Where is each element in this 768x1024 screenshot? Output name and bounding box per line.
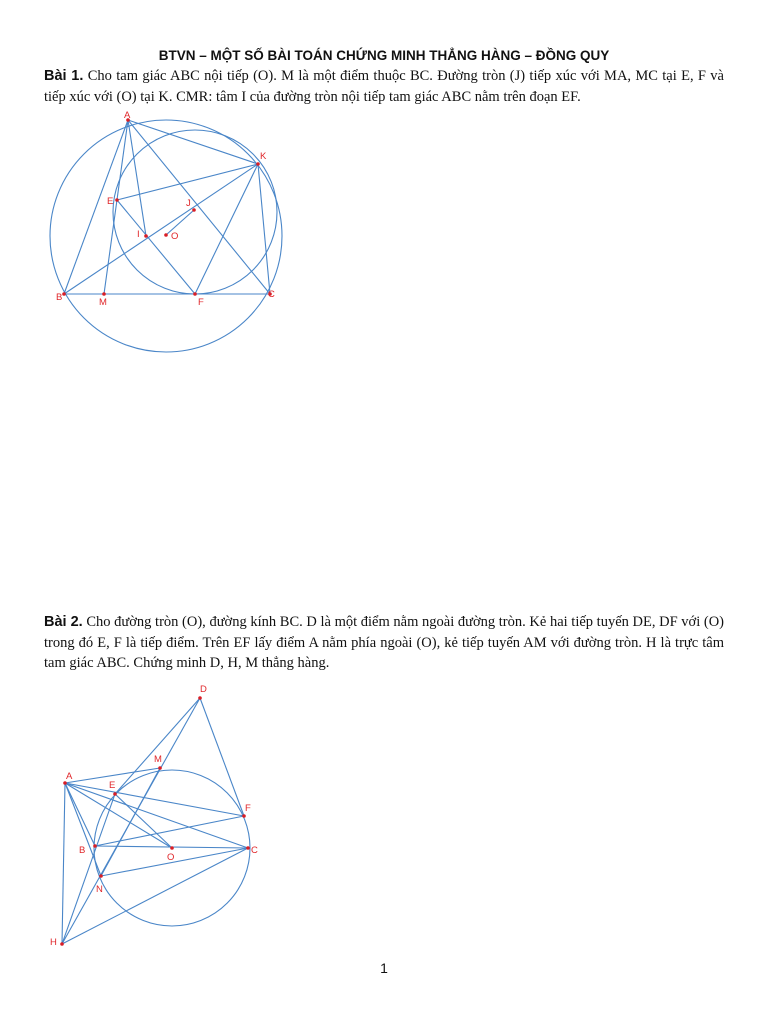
label-e-2: E (109, 780, 116, 791)
label-a-2: A (66, 771, 73, 782)
point-e-2 (113, 792, 117, 796)
label-j: J (186, 198, 191, 209)
document-title: BTVN – MỘT SỐ BÀI TOÁN CHỨNG MINH THẲNG HÀNG – ĐỒNG QUY (158, 48, 610, 63)
label-o: O (171, 231, 179, 242)
label-o-2: O (167, 852, 175, 863)
problem-2-statement: Cho đường tròn (O), đường kính BC. D là một điểm nằm ngoài đường tròn. Kẻ hai tiếp tuyến DE, DF với (O) trong đó E, F là tiếp điểm. Trên EF lấy điểm A nằm phía ngoài (O), kẻ tiếp tuyến AM với đường tròn. H là trực tâm tam giác ABC. Chứng minh D, H, M thẳng hàng. (44, 614, 724, 671)
label-b: B (56, 292, 63, 303)
label-a: A (124, 110, 131, 121)
label-c: C (268, 289, 275, 300)
page-number: 1 (380, 960, 388, 976)
segment-kb (64, 164, 258, 294)
label-b-2: B (79, 845, 86, 856)
segment-df (200, 698, 244, 816)
segment-ac (128, 120, 270, 294)
segment-an (65, 783, 101, 876)
point-j (192, 208, 196, 212)
segment-ah (62, 783, 65, 944)
label-h: H (50, 937, 57, 948)
point-f (193, 292, 197, 296)
point-e (115, 198, 119, 202)
point-d (198, 696, 202, 700)
point-o (164, 233, 168, 237)
label-k: K (260, 151, 267, 162)
point-c-2 (246, 846, 250, 850)
label-i: I (137, 229, 140, 240)
segment-am (104, 120, 128, 294)
point-i (144, 234, 148, 238)
segment-ai (128, 120, 146, 236)
point-m-2 (158, 766, 162, 770)
point-f-2 (242, 814, 246, 818)
problem-1-figure (40, 108, 290, 370)
point-b (62, 292, 66, 296)
label-m-2: M (154, 754, 162, 765)
label-d: D (200, 684, 207, 695)
label-e: E (107, 196, 114, 207)
segment-de (115, 698, 200, 794)
problem-2-text (44, 612, 724, 674)
point-h (60, 942, 64, 946)
problem-2-label: Bài 2. (44, 614, 83, 630)
segment-he (62, 794, 115, 944)
segment-kc (258, 164, 270, 294)
problem-1-label: Bài 1. (44, 68, 84, 84)
segment-hc (62, 848, 248, 944)
point-k (256, 162, 260, 166)
problem-2-figure (40, 678, 280, 958)
label-n: N (96, 884, 103, 895)
label-f-2: F (245, 803, 251, 814)
segment-nc (101, 848, 248, 876)
problem-1-text (44, 66, 724, 107)
point-n (99, 874, 103, 878)
point-b-2 (93, 844, 97, 848)
point-m (102, 292, 106, 296)
label-m: M (99, 297, 107, 308)
segment-ab (64, 120, 128, 294)
label-f: F (198, 297, 204, 308)
circle-j (113, 130, 277, 294)
point-o-2 (170, 846, 174, 850)
label-c-2: C (251, 845, 258, 856)
problem-1-statement: Cho tam giác ABC nội tiếp (O). M là một điểm thuộc BC. Đường tròn (J) tiếp xúc với MA, MC tại E, F và tiếp xúc với (O) tại K. CMR: tâm I của đường tròn nội tiếp tam giác ABC nằm trên đoạn EF. (44, 68, 724, 105)
